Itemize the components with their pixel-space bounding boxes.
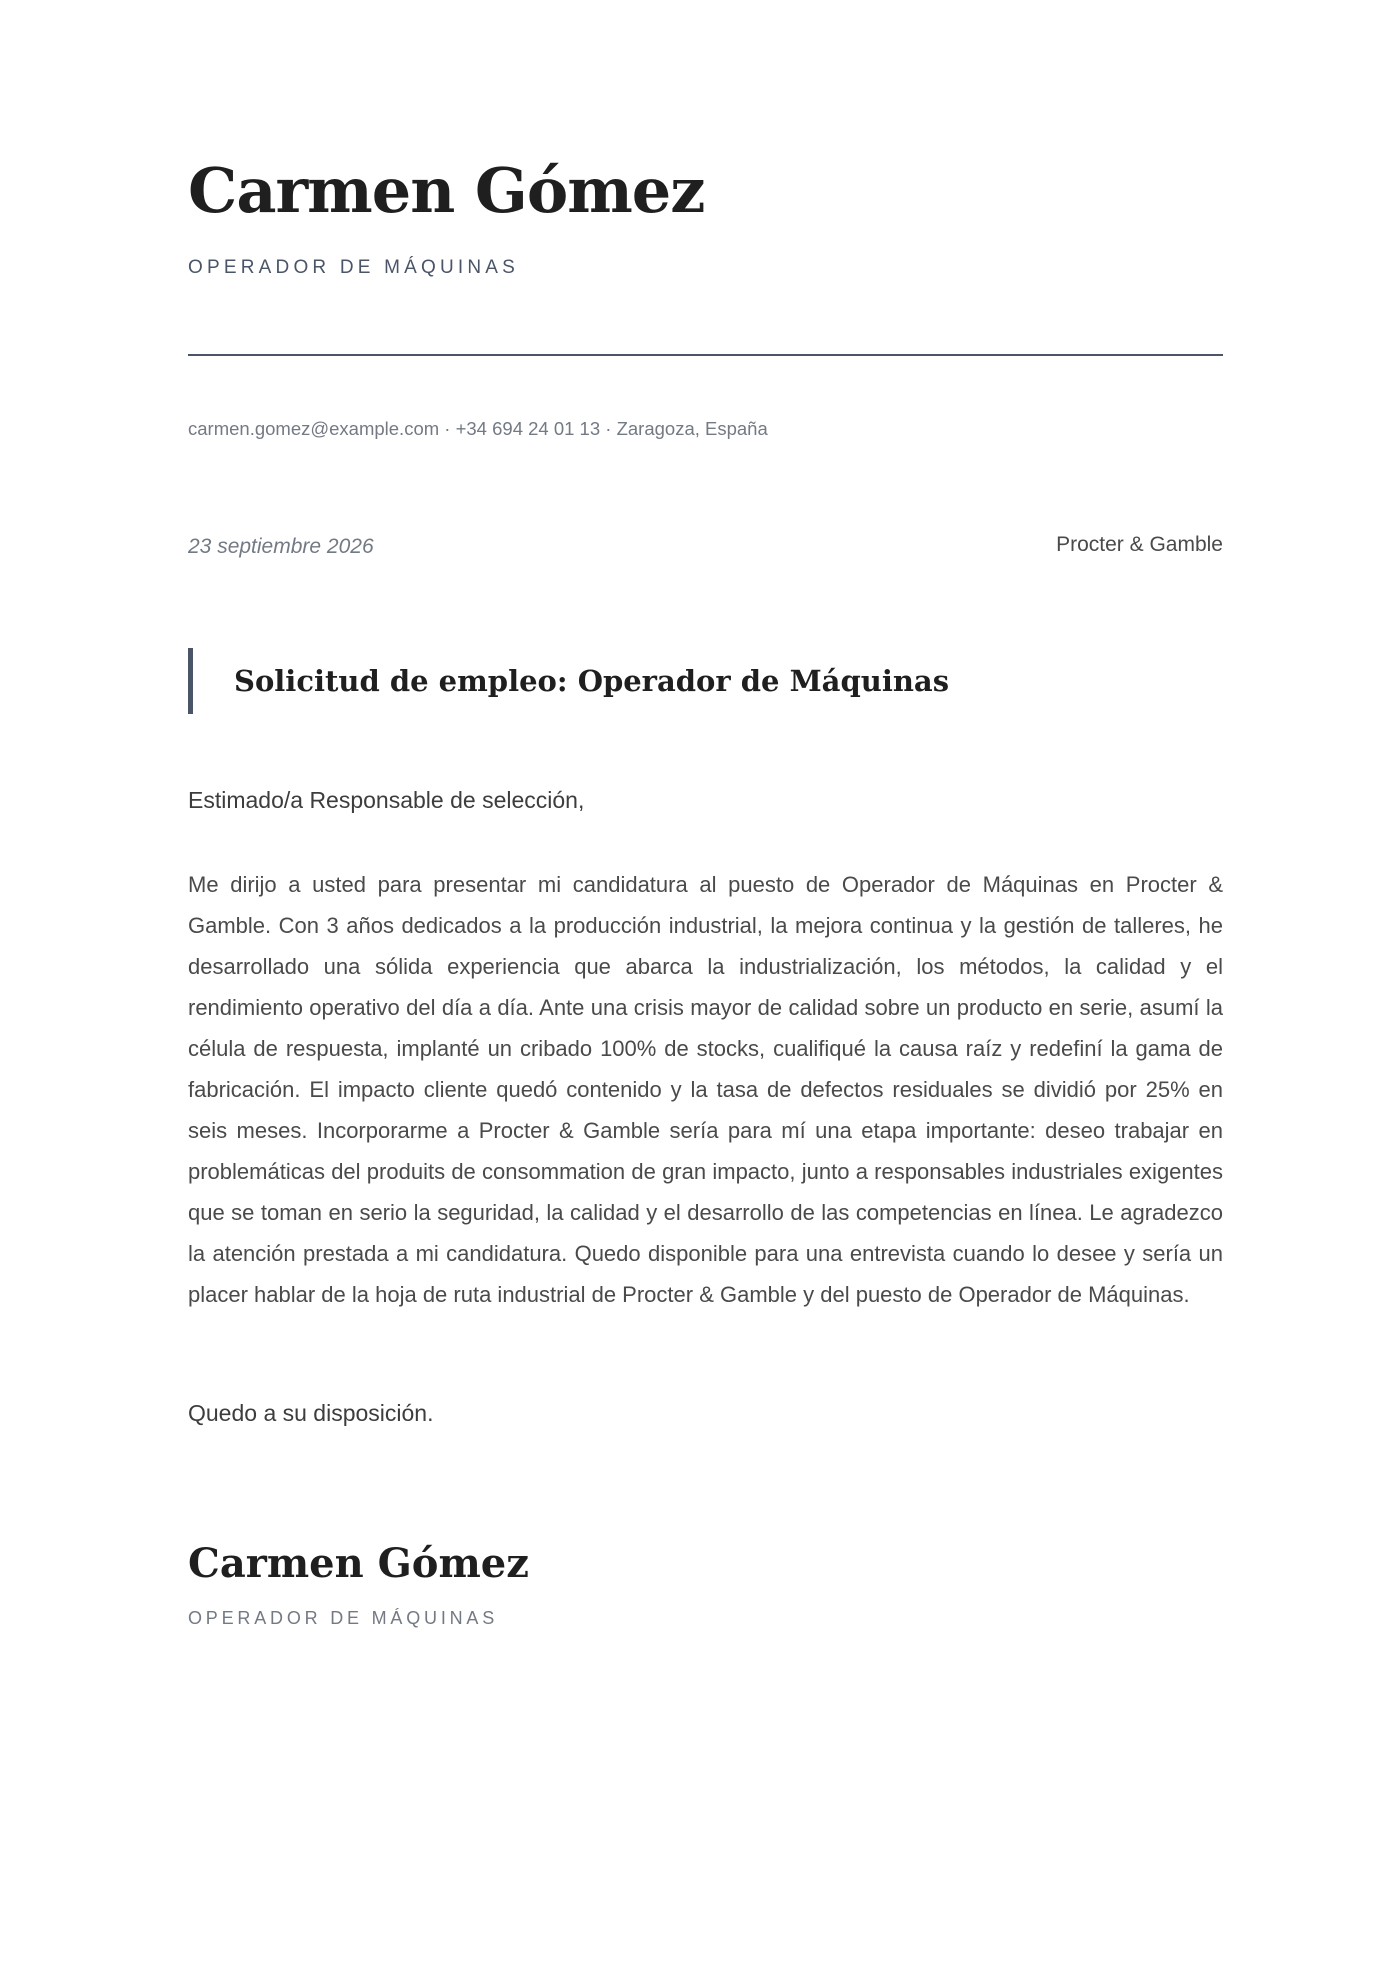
header-divider (188, 354, 1223, 356)
subject-line: Solicitud de empleo: Operador de Máquinas (234, 664, 950, 698)
signature-role: OPERADOR DE MÁQUINAS (188, 1608, 499, 1628)
subject-block (188, 648, 949, 714)
cover-letter-page (188, 0, 1223, 1980)
contact-info: carmen.gomez@example.com · +34 694 24 01 13 · Zaragoza, España (188, 418, 768, 439)
applicant-name: Carmen Gómez (188, 154, 705, 227)
closing-line: Quedo a su disposición. (188, 1400, 434, 1426)
salutation: Estimado/a Responsable de selección, (188, 787, 585, 813)
letter-date: 23 septiembre 2026 (188, 535, 374, 558)
letter-body: Me dirijo a usted para presentar mi candidatura al puesto de Operador de Máquinas en Procter & Gamble. Con 3 años dedicados a la producción industrial, la mejora continua y la gestión de talleres, he desarrollado una sólida experiencia que abarca la industrialización, los métodos, la calidad y el rendimiento operativo del día a día. Ante una crisis mayor de calidad sobre un producto en serie, asumí la célula de respuesta, implanté un cribado 100% de stocks, cualifiqué la causa raíz y redefiní la gama de fabricación. El impacto cliente quedó contenido y la tasa de defectos residuales se dividió por 25% en seis meses. Incorporarme a Procter & Gamble sería para mí una etapa importante: deseo trabajar en problemáticas del produits de consommation de gran impacto, junto a responsables industriales exigentes que se toman en serio la seguridad, la calidad y el desarrollo de las competencias en línea. Le agradezco la atención prestada a mi candidatura. Quedo disponible para una entrevista cuando lo desee y sería un placer hablar de la hoja de ruta industrial de Procter & Gamble y del puesto de Operador de Máquinas. (188, 872, 1223, 1307)
applicant-role: OPERADOR DE MÁQUINAS (188, 257, 520, 278)
recipient-company: Procter & Gamble (1056, 533, 1223, 556)
signature-name: Carmen Gómez (188, 1540, 529, 1587)
